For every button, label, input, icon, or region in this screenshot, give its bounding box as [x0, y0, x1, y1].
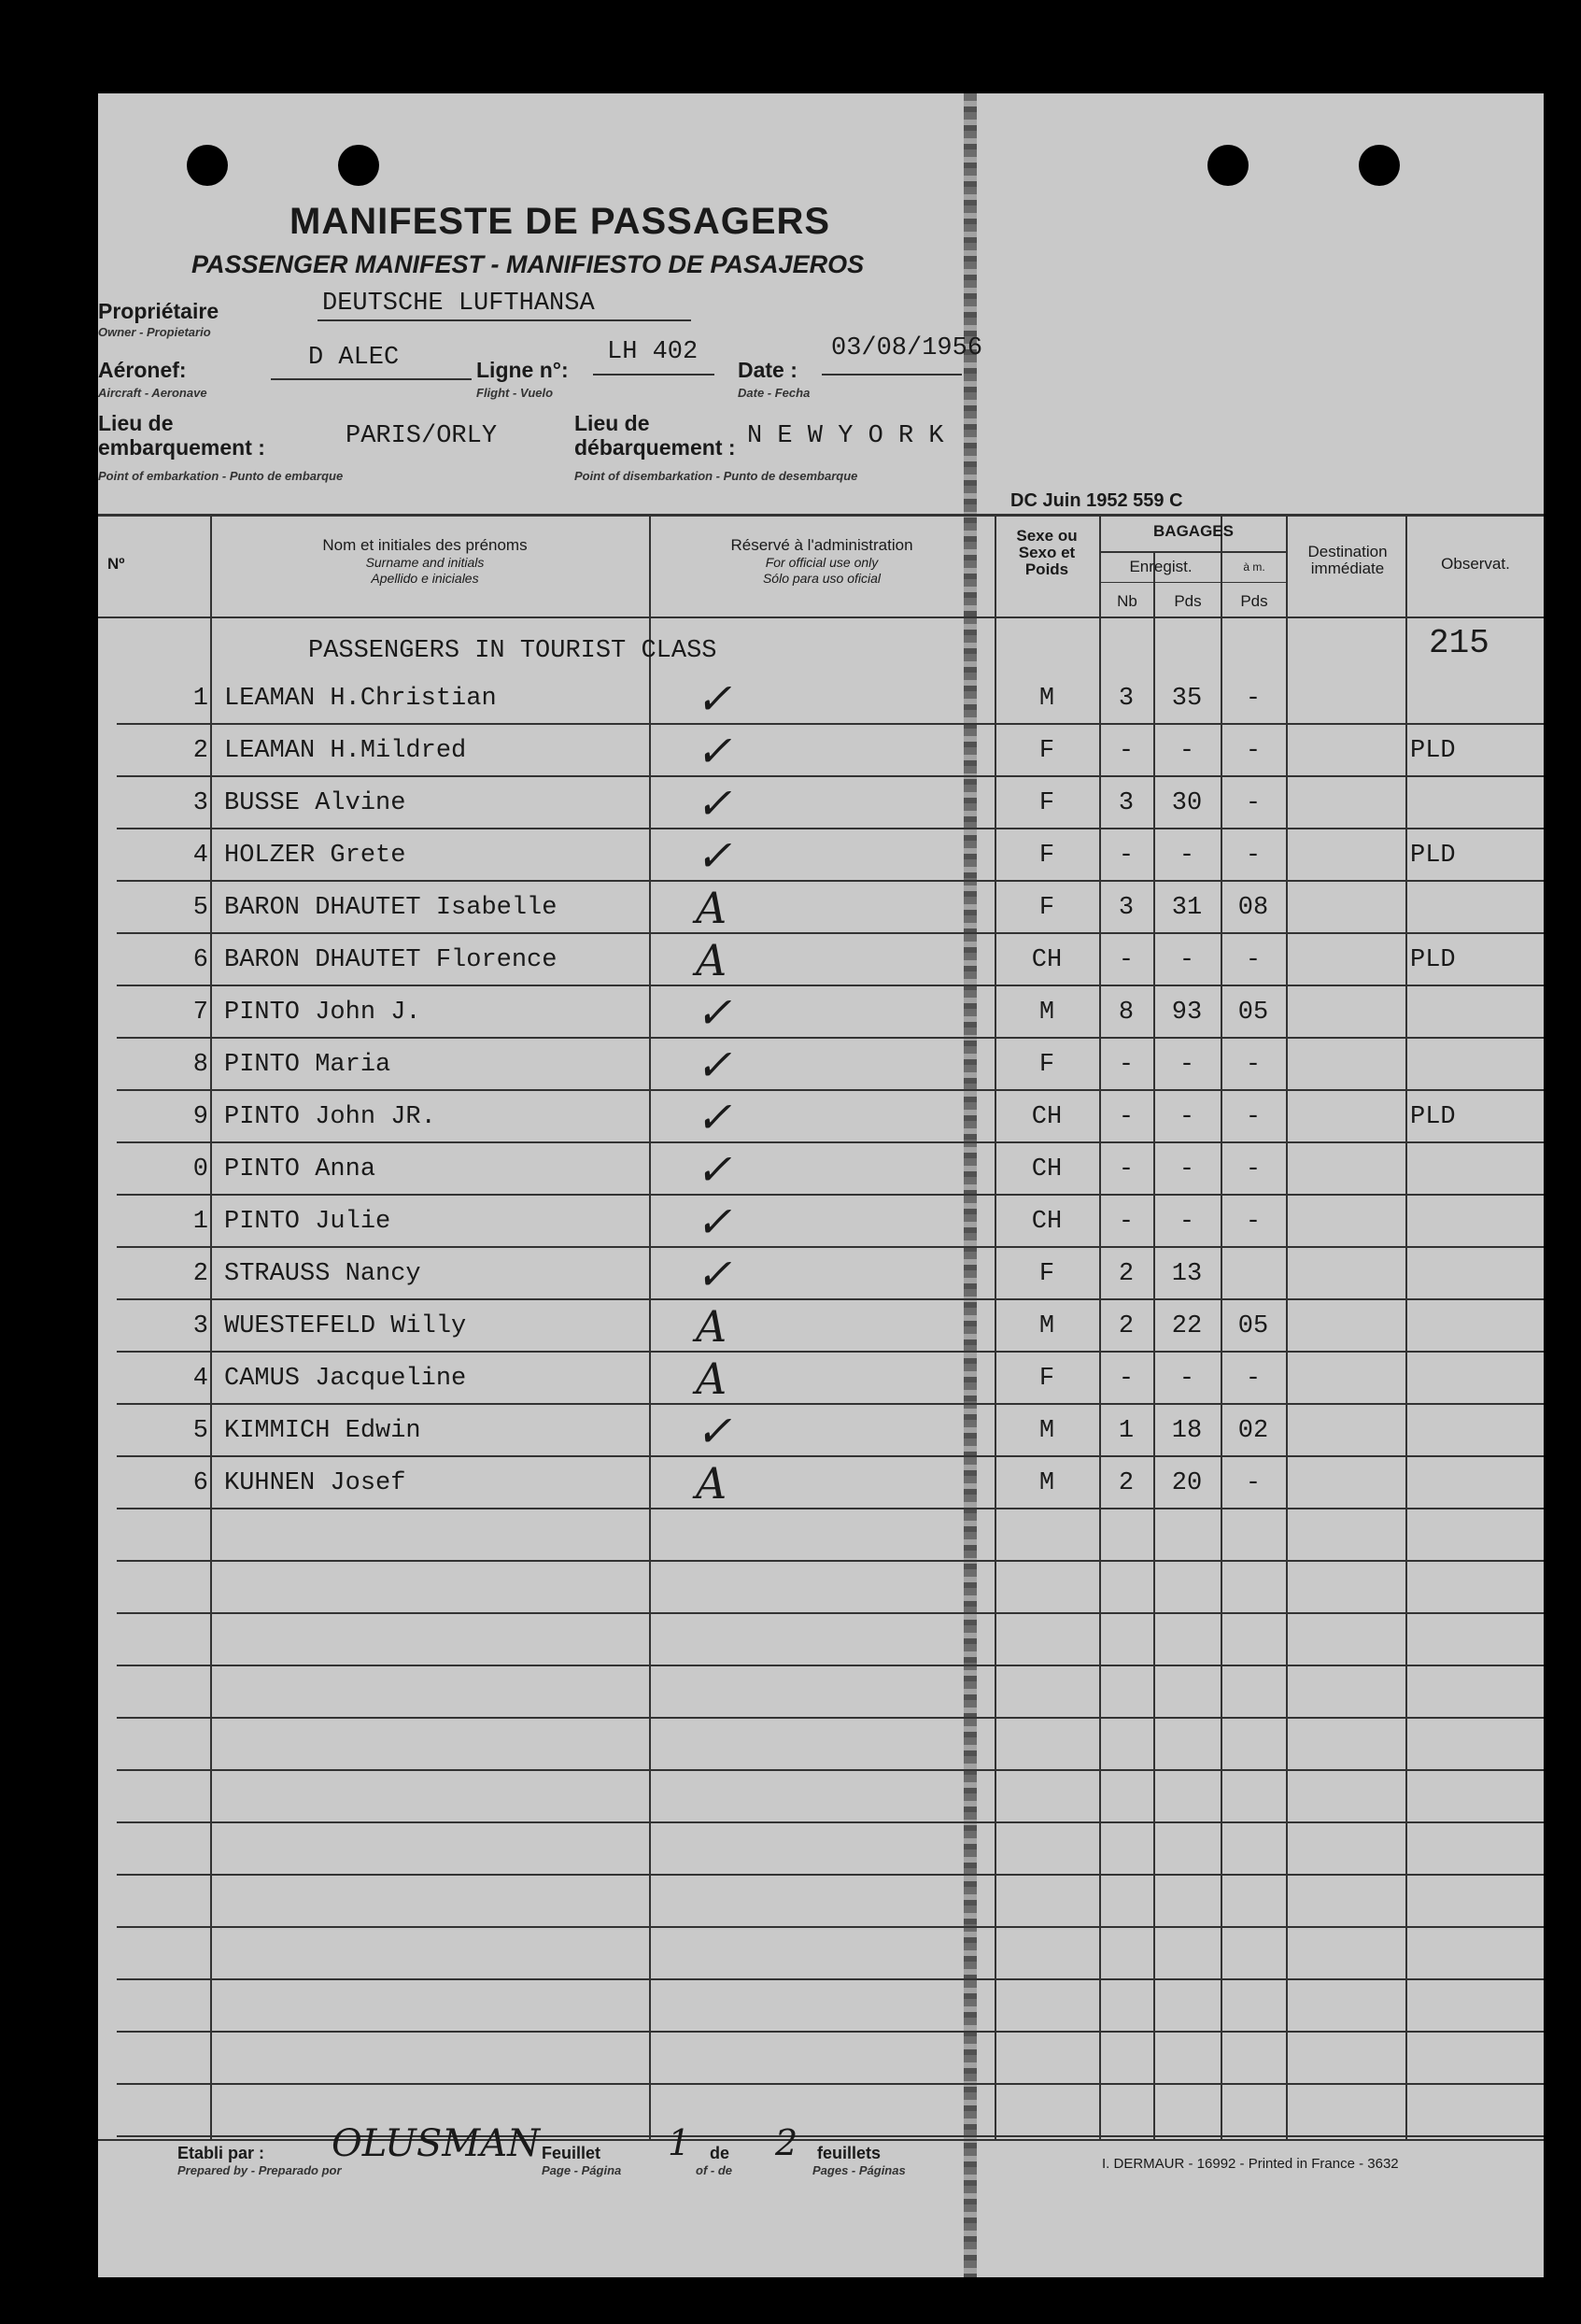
hand-baggage-weight: -	[1245, 737, 1262, 765]
owner-sublabel: Owner - Propietario	[98, 325, 211, 339]
observation	[1410, 1405, 1541, 1457]
baggage-header-rule	[1099, 551, 1286, 553]
passenger-name: WUESTEFELD Willy	[224, 1312, 467, 1340]
hand-baggage-weight: -	[1245, 1469, 1262, 1497]
baggage-count: -	[1118, 1051, 1135, 1079]
admin-mark: A	[696, 1353, 727, 1404]
observation	[1410, 1248, 1541, 1300]
col-header-destination: Destination immédiate	[1307, 543, 1388, 577]
baggage-weight: 31	[1171, 894, 1203, 922]
admin-mark: ✓	[696, 1197, 732, 1247]
passenger-name: BARON DHAUTET Florence	[224, 946, 558, 974]
col-header-registered: Enregist.	[1129, 558, 1193, 575]
embark-value: PARIS/ORLY	[346, 422, 498, 450]
hand-baggage-weight: -	[1245, 842, 1262, 870]
table-row	[98, 2033, 1544, 2085]
observation: PLD	[1410, 1103, 1456, 1131]
baggage-count: 3	[1118, 685, 1135, 713]
col-header-hand: à m.	[1243, 560, 1265, 574]
table-row	[98, 1562, 1544, 1614]
observation	[1410, 1196, 1541, 1248]
page-subtitle: PASSENGER MANIFEST - MANIFIESTO DE PASAJEROS	[191, 250, 865, 278]
punch-hole	[1207, 145, 1249, 186]
table-row	[98, 673, 1544, 725]
row-number: 2	[192, 737, 208, 765]
admin-mark: ✓	[696, 1092, 732, 1142]
admin-mark: A	[696, 1458, 727, 1509]
prepared-sublabel: Prepared by - Preparado por	[177, 2163, 342, 2177]
hand-baggage-weight: -	[1245, 1208, 1262, 1236]
passenger-sex: M	[1038, 1312, 1055, 1340]
hand-baggage-weight: -	[1245, 1155, 1262, 1183]
form-code: DC Juin 1952 559 C	[1010, 490, 1183, 511]
hand-baggage-weight: -	[1245, 789, 1262, 817]
hand-baggage-weight: 05	[1237, 999, 1269, 1027]
passenger-sex: F	[1038, 789, 1055, 817]
observation: PLD	[1410, 946, 1456, 974]
table-row	[98, 1039, 1544, 1091]
passenger-name: CAMUS Jacqueline	[224, 1365, 467, 1393]
passenger-sex: CH	[1031, 946, 1063, 974]
passenger-name: STRAUSS Nancy	[224, 1260, 421, 1288]
admin-mark: ✓	[696, 673, 732, 724]
passenger-sex: F	[1038, 1365, 1055, 1393]
passenger-sex: M	[1038, 999, 1055, 1027]
baggage-count: -	[1118, 1365, 1135, 1393]
punch-hole	[338, 145, 379, 186]
baggage-count: 3	[1118, 789, 1135, 817]
observation: PLD	[1410, 737, 1456, 765]
passenger-name: LEAMAN H.Christian	[224, 685, 497, 713]
passenger-sex: F	[1038, 894, 1055, 922]
col-header-hand-pds: Pds	[1240, 592, 1268, 610]
row-number: 8	[192, 1051, 208, 1079]
passenger-sex: M	[1038, 685, 1055, 713]
row-number: 3	[192, 789, 208, 817]
passenger-sex: CH	[1031, 1208, 1063, 1236]
table-row	[98, 2085, 1544, 2137]
passenger-sex: CH	[1031, 1155, 1063, 1183]
pages-label: feuillets	[817, 2144, 882, 2162]
table-row	[98, 1980, 1544, 2033]
baggage-count: -	[1118, 842, 1135, 870]
disembark-label: Lieu de débarquement :	[574, 411, 736, 460]
embark-label: Lieu de embarquement :	[98, 411, 265, 460]
admin-mark: ✓	[696, 726, 732, 776]
col-header-nb: Nb	[1117, 592, 1137, 610]
col-header-name-en: Surname and initials	[365, 555, 485, 570]
header-bottom-rule	[98, 616, 1544, 618]
baggage-count: 2	[1118, 1312, 1135, 1340]
observation	[1410, 1300, 1541, 1353]
hand-baggage-weight	[1221, 1248, 1286, 1300]
baggage-weight: 18	[1171, 1417, 1203, 1445]
row-number: 5	[192, 1417, 208, 1445]
baggage-weight: -	[1179, 737, 1195, 765]
owner-label: Propriétaire	[98, 299, 219, 323]
baggage-weight: 30	[1171, 789, 1203, 817]
passenger-name: KUHNEN Josef	[224, 1469, 406, 1497]
baggage-count: 2	[1118, 1260, 1135, 1288]
footer-rule	[98, 2139, 1544, 2141]
col-header-admin-en: For official use only	[765, 555, 879, 570]
page-label: Feuillet	[542, 2144, 601, 2162]
table-row	[98, 1509, 1544, 1562]
row-number: 6	[192, 946, 208, 974]
page-title: MANIFESTE DE PASSAGERS	[289, 201, 831, 242]
table-row	[98, 1196, 1544, 1248]
passenger-name: PINTO Anna	[224, 1155, 376, 1183]
admin-mark: ✓	[696, 778, 732, 829]
row-number: 0	[192, 1155, 208, 1183]
total-pages-value: 2	[775, 2122, 798, 2163]
observation	[1410, 1353, 1541, 1405]
hand-baggage-weight: -	[1245, 946, 1262, 974]
passenger-name: PINTO John JR.	[224, 1103, 436, 1131]
punch-hole	[187, 145, 228, 186]
disembark-sublabel: Point of disembarkation - Punto de desembarque	[574, 469, 858, 483]
punch-hole	[1359, 145, 1400, 186]
table-top-rule	[98, 514, 1544, 517]
flight-label: Ligne n°:	[476, 358, 569, 382]
row-number: 6	[192, 1469, 208, 1497]
observation	[1410, 882, 1541, 934]
col-header-admin-es: Sólo para uso oficial	[762, 571, 882, 586]
baggage-count: 3	[1118, 894, 1135, 922]
baggage-weight: 35	[1171, 685, 1203, 713]
table-row	[98, 1823, 1544, 1876]
baggage-weight: -	[1179, 1208, 1195, 1236]
owner-underline	[318, 319, 691, 321]
passenger-sex: F	[1038, 1051, 1055, 1079]
table-row	[98, 1876, 1544, 1928]
baggage-count: 1	[1118, 1417, 1135, 1445]
admin-mark: A	[696, 1301, 727, 1352]
baggage-header-rule	[1099, 582, 1286, 583]
aircraft-label: Aéronef:	[98, 358, 187, 382]
table-row	[98, 1143, 1544, 1196]
col-header-admin: Réservé à l'administration	[730, 536, 913, 554]
passenger-name: PINTO Maria	[224, 1051, 391, 1079]
flight-underline	[593, 374, 714, 376]
admin-mark: ✓	[696, 1249, 732, 1299]
table-row	[98, 725, 1544, 777]
passenger-sex: F	[1038, 842, 1055, 870]
passenger-sex: M	[1038, 1469, 1055, 1497]
baggage-count: 8	[1118, 999, 1135, 1027]
baggage-count: -	[1118, 737, 1135, 765]
col-header-baggage: BAGAGES	[1153, 522, 1234, 540]
prepared-label: Etabli par :	[177, 2144, 265, 2162]
baggage-weight: -	[1179, 946, 1195, 974]
admin-mark: ✓	[696, 1144, 732, 1195]
baggage-weight: 13	[1171, 1260, 1203, 1288]
table-row	[98, 1614, 1544, 1666]
page-value: 1	[668, 2122, 691, 2163]
passenger-name: BARON DHAUTET Isabelle	[224, 894, 558, 922]
date-sublabel: Date - Fecha	[738, 386, 811, 400]
admin-mark: ✓	[696, 830, 732, 881]
col-header-observ: Observat.	[1441, 555, 1510, 573]
admin-mark: A	[696, 935, 727, 985]
passenger-name: HOLZER Grete	[224, 842, 406, 870]
date-underline	[822, 374, 962, 376]
col-header-name: Nom et initiales des prénoms	[322, 536, 528, 554]
aircraft-sublabel: Aircraft - Aeronave	[98, 386, 207, 400]
baggage-weight: -	[1179, 1051, 1195, 1079]
baggage-weight: 93	[1171, 999, 1203, 1027]
passenger-sex: F	[1038, 1260, 1055, 1288]
table-row	[98, 986, 1544, 1039]
observation	[1410, 1457, 1541, 1509]
hand-baggage-weight: -	[1245, 1103, 1262, 1131]
observation	[1410, 673, 1541, 725]
date-label: Date :	[738, 358, 798, 382]
baggage-weight: -	[1179, 1155, 1195, 1183]
row-number: 5	[192, 894, 208, 922]
observation	[1410, 986, 1541, 1039]
table-row	[98, 1248, 1544, 1300]
manifest-sheet	[98, 93, 1544, 2277]
owner-value: DEUTSCHE LUFTHANSA	[322, 290, 595, 318]
of-label: de	[710, 2144, 730, 2162]
hand-baggage-weight: -	[1245, 685, 1262, 713]
admin-mark: ✓	[696, 1406, 732, 1456]
table-row	[98, 882, 1544, 934]
aircraft-value: D ALEC	[308, 344, 400, 372]
row-number: 1	[192, 685, 208, 713]
table-row	[98, 1405, 1544, 1457]
observation	[1410, 1143, 1541, 1196]
table-row	[98, 1719, 1544, 1771]
col-header-sex: Sexe ou Sexo et Poids	[1016, 527, 1078, 578]
table-row	[98, 1928, 1544, 1980]
observation	[1410, 777, 1541, 829]
col-header-no: Nº	[107, 555, 125, 573]
table-row	[98, 934, 1544, 986]
row-number: 1	[192, 1208, 208, 1236]
observation	[1410, 1039, 1541, 1091]
of-sublabel: of - de	[696, 2163, 732, 2177]
passenger-sex: CH	[1031, 1103, 1063, 1131]
hand-baggage-weight: 08	[1237, 894, 1269, 922]
baggage-count: -	[1118, 946, 1135, 974]
flight-sublabel: Flight - Vuelo	[476, 386, 554, 400]
stamp-number: 215	[1429, 624, 1489, 662]
row-number: 3	[192, 1312, 208, 1340]
table-row	[98, 829, 1544, 882]
passenger-sex: F	[1038, 737, 1055, 765]
passenger-name: PINTO Julie	[224, 1208, 391, 1236]
col-header-pds: Pds	[1174, 592, 1202, 610]
disembark-value: N E W Y O R K	[747, 422, 944, 450]
prepared-signature: OLUSMAN	[332, 2122, 541, 2165]
hand-baggage-weight: -	[1245, 1365, 1262, 1393]
table-row	[98, 1457, 1544, 1509]
passenger-sex: M	[1038, 1417, 1055, 1445]
baggage-count: -	[1118, 1208, 1135, 1236]
table-row	[98, 1353, 1544, 1405]
row-number: 4	[192, 1365, 208, 1393]
baggage-weight: -	[1179, 1103, 1195, 1131]
section-label: PASSENGERS IN TOURIST CLASS	[308, 637, 717, 665]
hand-baggage-weight: 02	[1237, 1417, 1269, 1445]
baggage-count: -	[1118, 1103, 1135, 1131]
embark-sublabel: Point of embarkation - Punto de embarque	[98, 469, 344, 483]
baggage-weight: -	[1179, 842, 1195, 870]
hand-baggage-weight: -	[1245, 1051, 1262, 1079]
admin-mark: A	[696, 883, 727, 933]
row-number: 7	[192, 999, 208, 1027]
observation: PLD	[1410, 842, 1456, 870]
row-number: 9	[192, 1103, 208, 1131]
table-row	[98, 1091, 1544, 1143]
passenger-name: BUSSE Alvine	[224, 789, 406, 817]
baggage-weight: 20	[1171, 1469, 1203, 1497]
passenger-name: PINTO John J.	[224, 999, 421, 1027]
printer-imprint: I. DERMAUR - 16992 - Printed in France - 3632	[1102, 2156, 1399, 2172]
table-row	[98, 777, 1544, 829]
table-row	[98, 1666, 1544, 1719]
baggage-count: 2	[1118, 1469, 1135, 1497]
page-sublabel: Page - Página	[542, 2163, 622, 2177]
table-row	[98, 1300, 1544, 1353]
col-header-name-es: Apellido e iniciales	[371, 571, 479, 586]
row-number: 4	[192, 842, 208, 870]
passenger-name: KIMMICH Edwin	[224, 1417, 421, 1445]
baggage-count: -	[1118, 1155, 1135, 1183]
row-number: 2	[192, 1260, 208, 1288]
table-row	[98, 1771, 1544, 1823]
baggage-weight: -	[1179, 1365, 1195, 1393]
passenger-name: LEAMAN H.Mildred	[224, 737, 467, 765]
date-value: 03/08/1956	[831, 334, 983, 362]
admin-mark: ✓	[696, 1040, 732, 1090]
pages-sublabel: Pages - Páginas	[812, 2163, 906, 2177]
passenger-table	[98, 673, 1544, 2139]
hand-baggage-weight: 05	[1237, 1312, 1269, 1340]
flight-value: LH 402	[607, 338, 699, 366]
aircraft-underline	[271, 378, 472, 380]
baggage-weight: 22	[1171, 1312, 1203, 1340]
admin-mark: ✓	[696, 987, 732, 1038]
